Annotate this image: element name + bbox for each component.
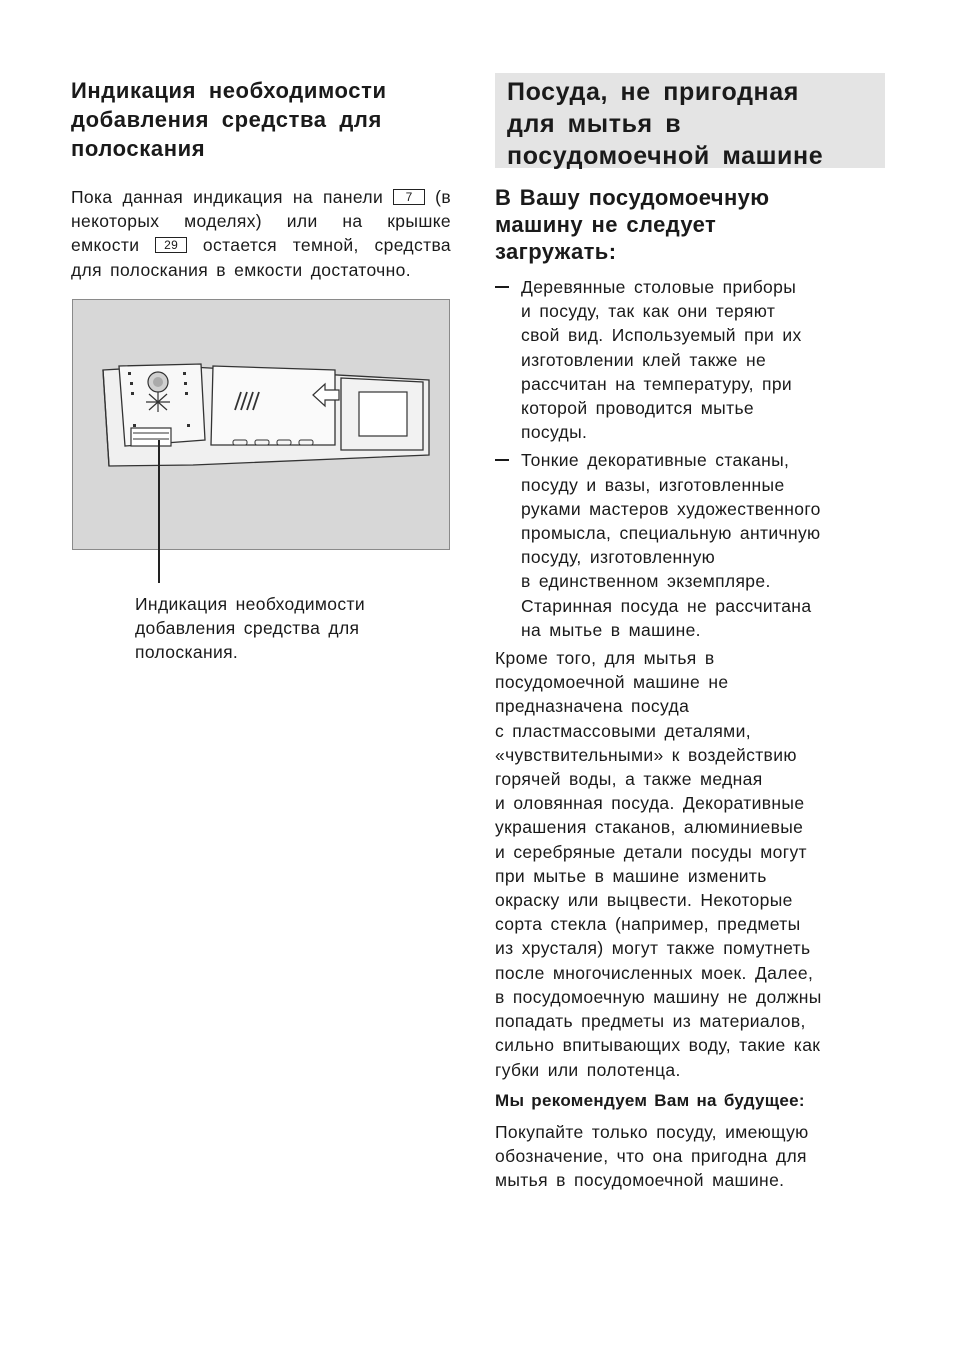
intro-text: Пока данная индикация на панели xyxy=(71,187,394,207)
subheading-line: машину не следует xyxy=(495,212,717,237)
paragraph-line: губки или полотенца. xyxy=(495,1059,681,1080)
list-item-line: свой вид. Используемый при их xyxy=(521,325,802,346)
paragraph-line: предназначена посуда xyxy=(495,696,690,717)
dash-bullet-icon xyxy=(495,286,509,288)
paragraph-line: «чувствительными» к воздействию xyxy=(495,744,797,765)
rinse-aid-intro-paragraph xyxy=(71,185,451,282)
list-item-line: изготовлении клей также не xyxy=(521,349,767,370)
list-item-line: на мытье в машине. xyxy=(521,619,701,640)
list-item-line: Деревянные столовые приборы xyxy=(521,277,797,297)
paragraph-line: Покупайте только посуду, имеющую xyxy=(495,1121,809,1142)
heading-line: Посуда, не пригодная xyxy=(507,78,799,106)
list-item xyxy=(495,275,885,444)
list-item-line: Старинная посуда не рассчитана xyxy=(521,595,812,616)
heading-line: добавления средства для xyxy=(71,107,382,132)
heading-line: Индикация необходимости xyxy=(71,78,387,103)
unsuitable-dishes-heading xyxy=(495,73,885,168)
paragraph-line: после многочисленных моек. Далее, xyxy=(495,962,814,983)
paragraph-line: сильно впитывающих воду, такие как xyxy=(495,1035,821,1056)
paragraph-line: мытья в посудомоечной машине. xyxy=(495,1170,785,1191)
figure-caption xyxy=(135,592,435,665)
detergent-dispenser-illustration-icon xyxy=(73,300,451,551)
panel-reference-number: 7 xyxy=(393,189,425,205)
intro-text: (в некоторых моделях) или на крышке емкости xyxy=(71,187,451,256)
list-item-line: посуду, изготовленную xyxy=(521,547,716,568)
caption-line: полоскания. xyxy=(135,642,239,663)
dash-bullet-icon xyxy=(495,459,509,461)
paragraph-line: украшения стаканов, алюминиевые xyxy=(495,817,804,838)
caption-line: Индикация необходимости xyxy=(135,594,365,614)
intro-text: остается темной, средства для полоскания в емкости достаточно. xyxy=(71,235,451,280)
paragraph-line: в посудомоечную машину не должны xyxy=(495,986,822,1007)
lid-reference-number: 29 xyxy=(155,237,187,253)
paragraph-line: посудомоечной машине не xyxy=(495,672,729,693)
list-item-line: посуду и вазы, изготовленные xyxy=(521,474,785,495)
subheading-line: В Вашу посудомоечную xyxy=(495,185,770,210)
paragraph-line: при мытье в машине изменить xyxy=(495,865,767,886)
list-item-line: которой проводится мытье xyxy=(521,398,755,419)
list-item-line: рассчитан на температуру, при xyxy=(521,373,793,394)
left-column xyxy=(71,76,451,282)
additional-info-paragraph xyxy=(495,646,885,1082)
list-item-line: и посуду, так как они теряют xyxy=(521,301,776,322)
right-column xyxy=(495,73,885,1193)
callout-leader-line xyxy=(158,440,160,583)
heading-line: полоскания xyxy=(71,136,206,161)
recommendation-paragraph xyxy=(495,1120,885,1193)
paragraph-line: с пластмассовыми деталями, xyxy=(495,720,751,741)
list-item xyxy=(495,448,885,642)
list-item-line: Тонкие декоративные стаканы, xyxy=(521,450,790,471)
paragraph-line: попадать предметы из материалов, xyxy=(495,1011,806,1032)
do-not-load-subheading xyxy=(495,184,885,265)
rinse-aid-indicator-heading xyxy=(71,76,451,163)
list-item-line: промысла, специальную античную xyxy=(521,523,821,544)
recommendation-heading: Мы рекомендуем Вам на будущее: xyxy=(495,1090,805,1110)
paragraph-line: окраску или выцвести. Некоторые xyxy=(495,890,793,911)
paragraph-line: сорта стекла (например, предметы xyxy=(495,914,801,935)
list-item-line: посуды. xyxy=(521,422,588,443)
paragraph-line: и оловянная посуда. Декоративные xyxy=(495,793,805,814)
heading-line: для мытья в xyxy=(507,110,682,138)
paragraph-line: горячей воды, а также медная xyxy=(495,769,763,790)
heading-line: посудомоечной машине xyxy=(507,142,824,170)
paragraph-line: и серебряные детали посуды могут xyxy=(495,841,807,862)
paragraph-line: из хрусталя) могут также помутнеть xyxy=(495,938,811,959)
paragraph-line: обозначение, что она пригодна для xyxy=(495,1146,807,1167)
unsuitable-items-list xyxy=(495,275,885,642)
list-item-line: руками мастеров художественного xyxy=(521,498,821,519)
list-item-line: в единственном экземпляре. xyxy=(521,571,771,592)
paragraph-line: Кроме того, для мытья в xyxy=(495,648,715,669)
subheading-line: загружать: xyxy=(495,239,617,264)
dispenser-figure xyxy=(72,299,450,550)
caption-line: добавления средства для xyxy=(135,618,360,639)
